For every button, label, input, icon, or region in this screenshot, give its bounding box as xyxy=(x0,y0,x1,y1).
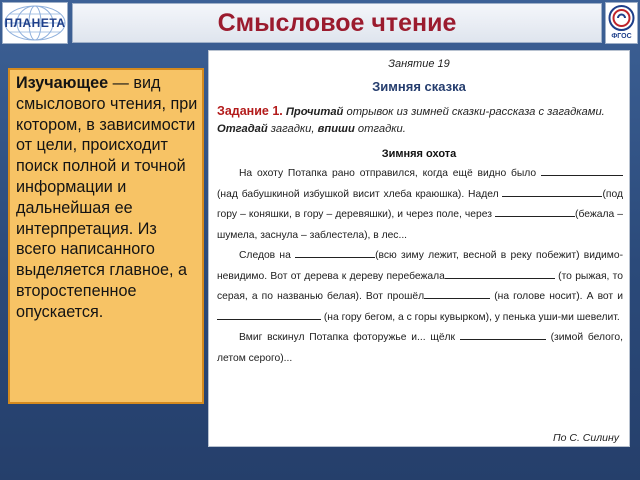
worksheet-page xyxy=(208,50,630,447)
story-p3-a: Вмиг вскинул Потапка фоторужье и... щёлк xyxy=(239,332,460,343)
task-verb-write: впиши xyxy=(314,123,355,135)
task-instruction xyxy=(217,103,623,138)
logo-right-label: ФГОС xyxy=(611,33,632,40)
story-text xyxy=(217,164,623,369)
fgos-emblem-icon xyxy=(606,3,637,33)
answer-blank[interactable] xyxy=(424,287,490,299)
planeta-logo xyxy=(2,2,68,44)
story-p2-c: (то рыжая, то серая, а по названью белая). Вот прошёл xyxy=(217,270,623,302)
lesson-number: Занятие 19 xyxy=(388,58,450,70)
story-p1-b: (над бабушкиной избушкой висит хлеба краюшка). Надел xyxy=(217,188,503,200)
task-text-1: отрывок из зимней сказки-рассказа с загадками. xyxy=(343,106,605,118)
story-p3-b: (зимой белого, летом серого)... xyxy=(217,332,623,364)
story-p2-e: (на гору бегом, а с горы кувырком), у пенька уши-ми шевелит. xyxy=(321,311,620,323)
definition-box xyxy=(8,68,204,404)
answer-blank[interactable] xyxy=(460,328,546,340)
worksheet-title: Зимняя сказка xyxy=(372,79,466,94)
answer-blank[interactable] xyxy=(295,246,375,258)
story-p1-c: (под гору – коняшки, в гору – деревяшки), и через поле, через xyxy=(217,188,623,220)
task-text-2: загадки, xyxy=(267,123,315,135)
story-title: Зимняя охота xyxy=(381,148,457,160)
story-p2-d: (на голове носит). А вот и xyxy=(490,291,623,302)
definition-text: — вид смыслового чтения, при котором, в зависимости от цели, происходит поиск полной и точной информации и дальнейшая ее интерпретация. Из всего написанного выделяется главное, а второстепенное опускается. xyxy=(16,74,198,321)
logo-left-label: ПЛАНЕТА xyxy=(4,16,66,30)
fgos-logo xyxy=(605,2,638,44)
answer-blank[interactable] xyxy=(502,185,602,197)
story-p1-a: На охоту Потапка рано отправился, когда ещё видно было xyxy=(239,168,541,179)
answer-blank[interactable] xyxy=(217,308,321,320)
task-verb-read: Прочитай xyxy=(282,106,344,118)
task-label: Задание 1. xyxy=(217,104,283,118)
answer-blank[interactable] xyxy=(445,267,555,279)
story-paragraph-2 xyxy=(217,246,623,328)
story-p2-a: Следов на xyxy=(239,250,296,261)
task-verb-guess: Отгадай xyxy=(217,123,268,135)
story-paragraph-3 xyxy=(217,328,623,369)
story-paragraph-1 xyxy=(217,164,623,246)
definition-term: Изучающее xyxy=(16,74,109,92)
task-text-3: отгадки. xyxy=(354,123,406,135)
story-author: По С. Силину xyxy=(553,432,619,444)
title-bar xyxy=(72,3,602,43)
story-p1-d: (бежала – шумела, заснула – заблестела), в лес... xyxy=(217,209,623,241)
story-p2-b: (всю зиму лежит, весной в реку побежит) видимо-невидимо. Вот от дерева к дереву перебежала xyxy=(217,250,623,282)
answer-blank[interactable] xyxy=(495,205,575,217)
answer-blank[interactable] xyxy=(541,164,623,176)
page-title: Смысловое чтение xyxy=(217,8,457,37)
